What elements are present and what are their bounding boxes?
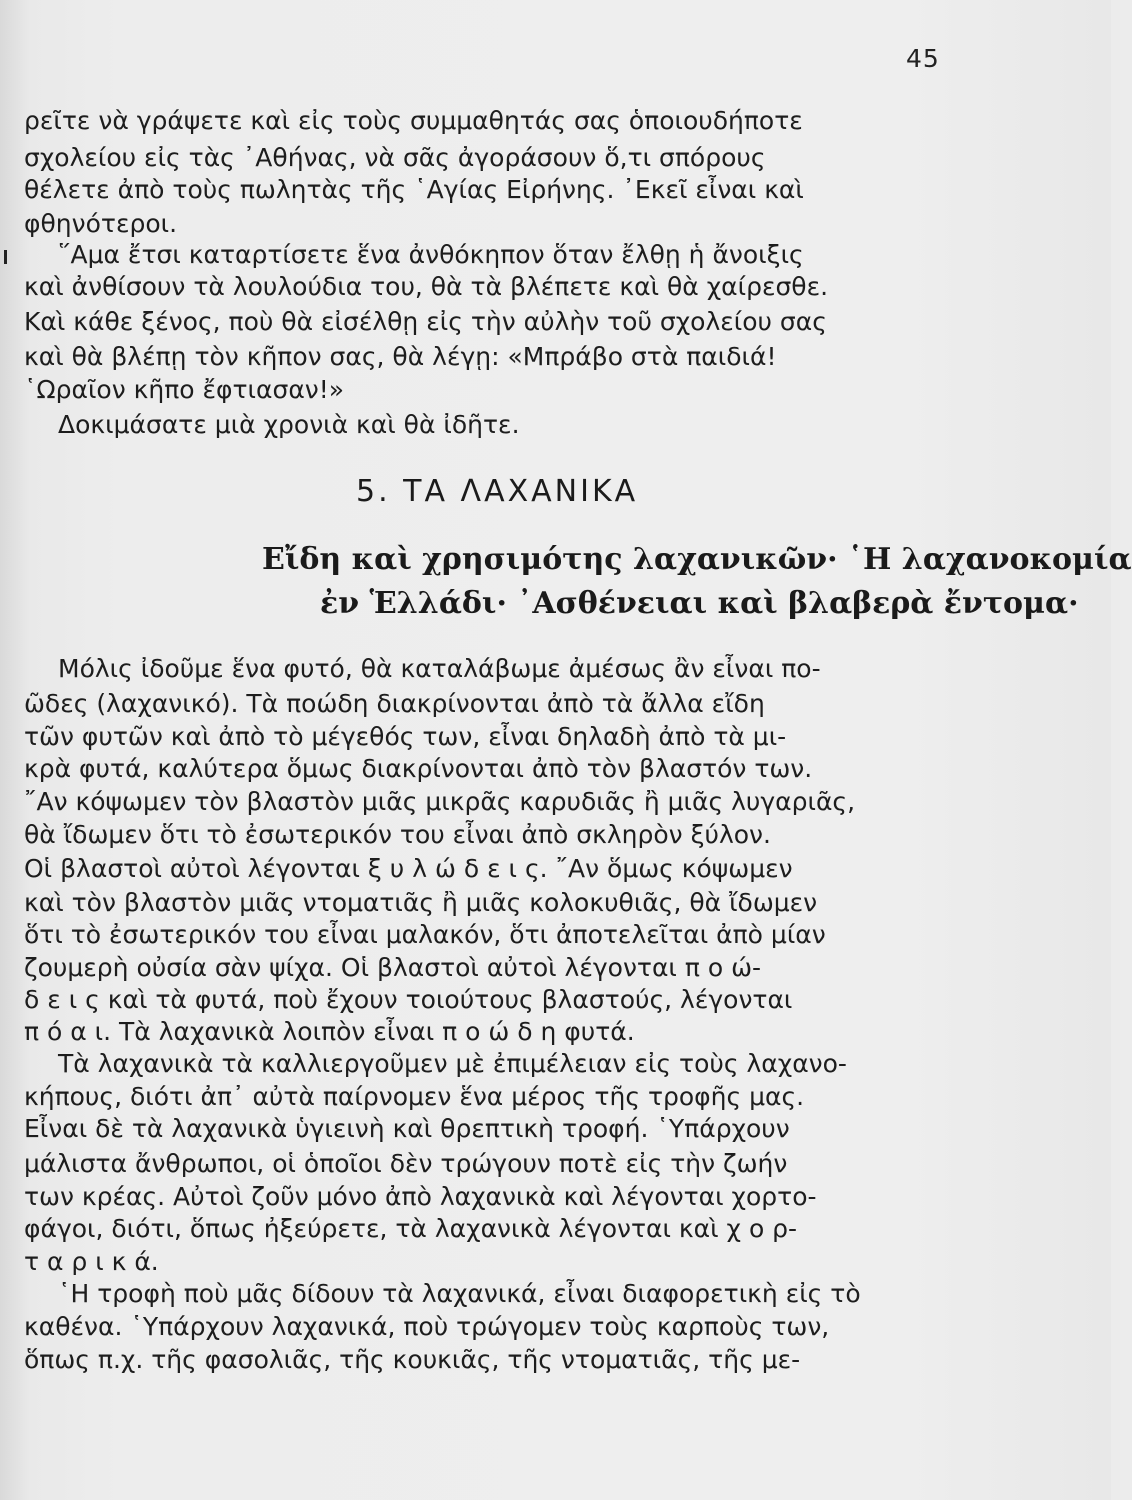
subheading-line: Εἴδη καὶ χρησιμότης λαχανικῶν· ῾Η λαχανοκομία [262, 542, 1132, 577]
body-line: π ό α ι. Τὰ λαχανικὰ λοιπὸν εἶναι π ο ώ δ η φυτά. [24, 1017, 635, 1046]
body-line: ὅπως π.χ. τῆς φασολιᾶς, τῆς κουκιᾶς, τῆς ντοματιᾶς, τῆς με- [24, 1345, 801, 1374]
subheading-line: ἐν Ἑλλάδι· ᾿Ασθένειαι καὶ βλαβερὰ ἔντομα· [320, 586, 1079, 621]
body-line: Εἶναι δὲ τὰ λαχανικὰ ὑγιεινὴ καὶ θρεπτικὴ τροφή. ῾Υπάρχουν [24, 1114, 790, 1143]
paragraph-line: θέλετε ἀπὸ τοὺς πωλητὰς τῆς ῾Αγίας Εἰρήνης. ᾿Εκεῖ εἶναι καὶ [24, 175, 804, 204]
body-line: κήπους, διότι ἀπ᾿ αὐτὰ παίρνομεν ἕνα μέρος τῆς τροφῆς μας. [24, 1082, 805, 1111]
body-line: θὰ ἴδωμεν ὅτι τὸ ἐσωτερικόν του εἶναι ἀπὸ σκληρὸν ξύλον. [24, 820, 771, 849]
margin-mark [4, 250, 7, 264]
paragraph-line: καὶ ἀνθίσουν τὰ λουλούδια του, θὰ τὰ βλέπετε καὶ θὰ χαίρεσθε. [24, 272, 829, 301]
paragraph-line: ρεῖτε νὰ γράψετε καὶ εἰς τοὺς συμμαθητάς σας ὁποιουδήποτε [24, 106, 803, 135]
body-line: μάλιστα ἄνθρωποι, οἱ ὁποῖοι δὲν τρώγουν ποτὲ εἰς τὴν ζωήν [24, 1149, 788, 1178]
body-line: φάγοι, διότι, ὅπως ἠξεύρετε, τὰ λαχανικὰ λέγονται καὶ χ ο ρ- [24, 1214, 798, 1243]
paragraph-line: καὶ θὰ βλέπῃ τὸν κῆπον σας, θὰ λέγῃ: «Μπράβο στὰ παιδιά! [24, 342, 777, 371]
body-line: Τὰ λαχανικὰ τὰ καλλιεργοῦμεν μὲ ἐπιμέλειαν εἰς τοὺς λαχανο- [58, 1049, 847, 1078]
body-line: τ α ρ ι κ ά. [24, 1247, 159, 1276]
paragraph-line: σχολείου εἰς τὰς ᾿Αθήνας, νὰ σᾶς ἀγοράσουν ὅ,τι σπόρους [24, 143, 766, 172]
body-line: ῾Η τροφὴ ποὺ μᾶς δίδουν τὰ λαχανικά, εἶναι διαφορετικὴ εἰς τὸ [58, 1279, 861, 1308]
paragraph-line: ῾Ωραῖον κῆπο ἔφτιασαν!» [24, 375, 345, 404]
page-number: 45 [906, 44, 940, 73]
paragraph-line: Καὶ κάθε ξένος, ποὺ θὰ εἰσέλθῃ εἰς τὴν αὐλὴν τοῦ σχολείου σας [24, 307, 827, 336]
body-line: δ ε ι ς καὶ τὰ φυτά, ποὺ ἔχουν τοιούτους βλαστούς, λέγονται [24, 985, 793, 1014]
paragraph-line: φθηνότεροι. [24, 209, 178, 238]
body-line: Οἱ βλαστοὶ αὐτοὶ λέγονται ξ υ λ ώ δ ε ι ς. ῎Αν ὅμως κόψωμεν [24, 854, 793, 883]
body-line: ζουμερὴ οὐσία σὰν ψίχα. Οἱ βλαστοὶ αὐτοὶ λέγονται π ο ώ- [24, 953, 762, 982]
body-line: τῶν φυτῶν καὶ ἀπὸ τὸ μέγεθός των, εἶναι δηλαδὴ ἀπὸ τὰ μι- [24, 722, 787, 751]
body-line: κρὰ φυτά, καλύτερα ὅμως διακρίνονται ἀπὸ τὸν βλαστόν των. [24, 754, 813, 783]
body-line: Μόλις ἰδοῦμε ἕνα φυτό, θὰ καταλάβωμε ἀμέσως ἂν εἶναι πο- [58, 654, 821, 683]
body-line: των κρέας. Αὐτοὶ ζοῦν μόνο ἀπὸ λαχανικὰ καὶ λέγονται χορτο- [24, 1182, 817, 1211]
section-heading: 5. ΤΑ ΛΑΧΑΝΙΚΑ [356, 474, 639, 509]
paragraph-line: ῞Αμα ἔτσι καταρτίσετε ἕνα ἀνθόκηπον ὅταν ἔλθῃ ἡ ἄνοιξις [58, 240, 804, 269]
body-line: ῎Αν κόψωμεν τὸν βλαστὸν μιᾶς μικρᾶς καρυδιᾶς ἢ μιᾶς λυγαριᾶς, [24, 787, 856, 816]
body-line: καθένα. ῾Υπάρχουν λαχανικά, ποὺ τρώγομεν τοὺς καρποὺς των, [24, 1312, 830, 1341]
paragraph-line: Δοκιμάσατε μιὰ χρονιὰ καὶ θὰ ἰδῆτε. [58, 410, 520, 439]
body-line: ὅτι τὸ ἐσωτερικόν του εἶναι μαλακόν, ὅτι ἀποτελεῖται ἀπὸ μίαν [24, 920, 826, 949]
body-line: καὶ τὸν βλαστὸν μιᾶς ντοματιᾶς ἢ μιᾶς κολοκυθιᾶς, θὰ ἴδωμεν [24, 888, 818, 917]
body-line: ῶδες (λαχανικό). Τὰ ποώδη διακρίνονται ἀπὸ τὰ ἄλλα εἴδη [24, 689, 765, 718]
